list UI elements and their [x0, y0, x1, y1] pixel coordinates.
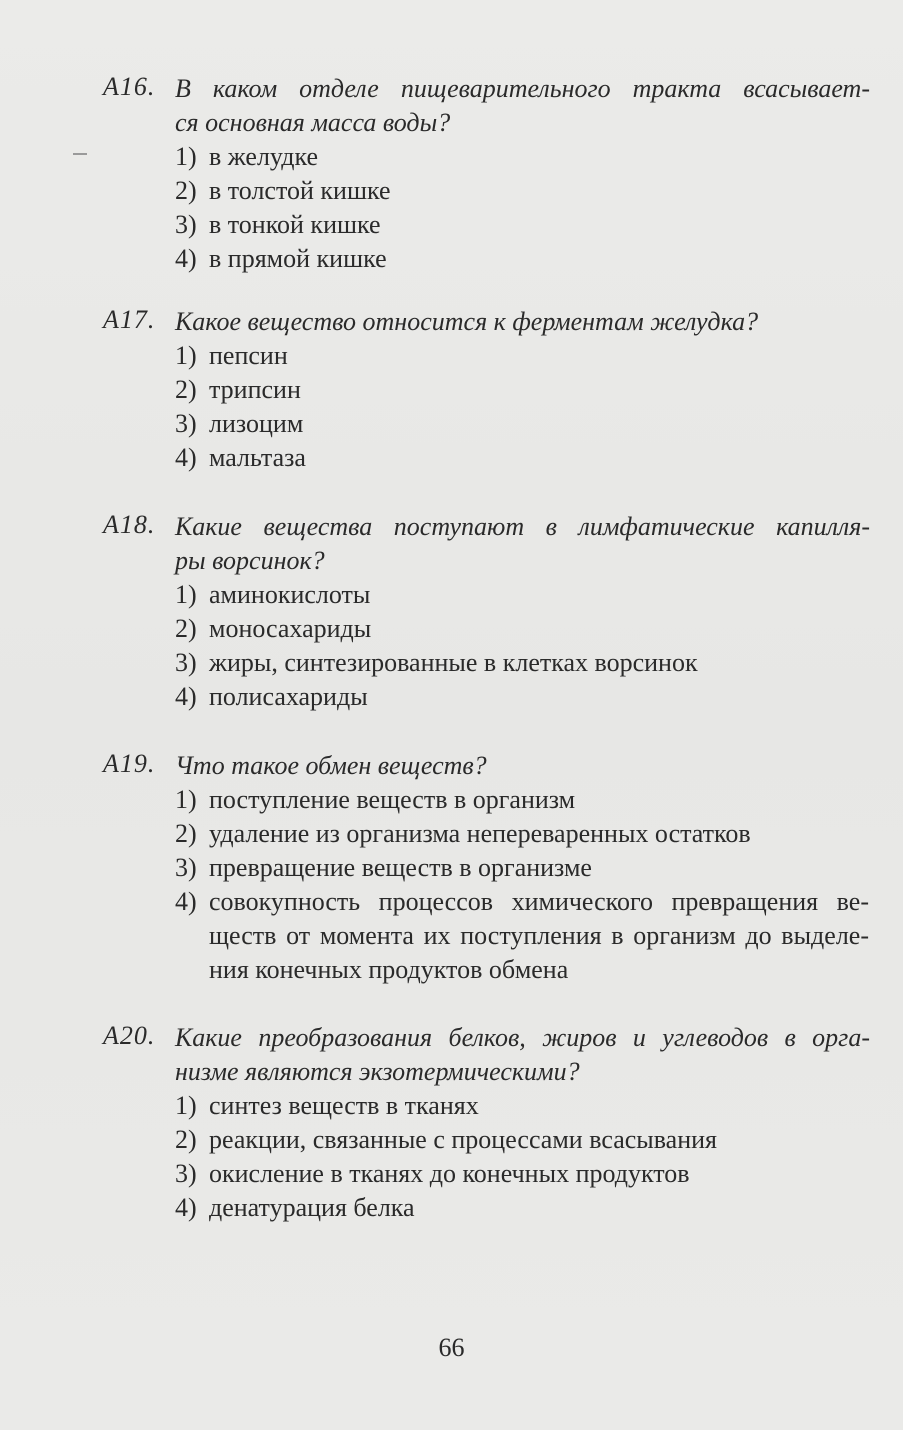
option-text-line: в желудке: [209, 142, 319, 171]
option-text: [209, 1191, 869, 1225]
option-number: 2): [175, 614, 197, 643]
option-number: 1): [175, 142, 197, 171]
option-number: 3): [175, 1159, 197, 1188]
option-number: 3): [175, 210, 197, 239]
question-text: [175, 510, 870, 578]
option-text-line: в прямой кишке: [209, 244, 387, 273]
option-text-line: мальтаза: [209, 443, 306, 472]
answer-option: [0, 174, 903, 208]
option-text-line: в тонкой кишке: [209, 210, 381, 239]
option-number: 4): [175, 1193, 197, 1222]
question-text-line: Какие вещества поступают в лимфатические капилля-: [175, 512, 870, 541]
option-text-line: совокупность процессов химического превращения ве-: [209, 887, 869, 916]
option-text: [209, 1089, 869, 1123]
option-number: 4): [175, 244, 197, 273]
option-text-line: аминокислоты: [209, 580, 371, 609]
option-text-line: жиры, синтезированные в клетках ворсинок: [209, 648, 698, 677]
option-text-line: пепсин: [209, 341, 288, 370]
option-text-line: удаление из организма непереваренных остатков: [209, 819, 751, 848]
question-text-line: ры ворсинок?: [175, 546, 325, 575]
option-text-line: ществ от момента их поступления в организм до выделе-: [209, 921, 869, 950]
option-text: [209, 646, 869, 680]
answer-option: [0, 612, 903, 646]
question-text: [175, 305, 870, 339]
option-text: [209, 441, 869, 475]
option-text: [209, 817, 869, 851]
question-text-line: Что такое обмен веществ?: [175, 751, 487, 780]
answer-option: [0, 140, 903, 174]
option-number: 1): [175, 580, 197, 609]
question-text-line: В каком отделе пищеварительного тракта всасывает-: [175, 74, 870, 103]
question-number: А20.: [103, 1021, 156, 1050]
option-text: [209, 373, 869, 407]
answer-option: [0, 680, 903, 714]
option-text: [209, 339, 869, 373]
option-number: 1): [175, 1091, 197, 1120]
option-text-line: в толстой кишке: [209, 176, 391, 205]
answer-option: [0, 242, 903, 276]
question-text-line: Какие преобразования белков, жиров и углеводов в орга-: [175, 1023, 870, 1052]
option-text: [209, 851, 869, 885]
answer-option: [0, 339, 903, 373]
question-text: [175, 1021, 870, 1089]
option-text-line: моносахариды: [209, 614, 372, 643]
option-number: 4): [175, 443, 197, 472]
option-text-line: окисление в тканях до конечных продуктов: [209, 1159, 690, 1188]
option-number: 3): [175, 853, 197, 882]
question-number: А16.: [103, 72, 156, 101]
option-text-line: ния конечных продуктов обмена: [209, 955, 569, 984]
question-number: А19.: [103, 749, 156, 778]
option-number: 2): [175, 176, 197, 205]
option-text: [209, 578, 869, 612]
option-number: 1): [175, 341, 197, 370]
question-text: [175, 72, 870, 140]
option-number: 2): [175, 1125, 197, 1154]
answer-option: [0, 817, 903, 851]
option-text-line: реакции, связанные с процессами всасывания: [209, 1125, 718, 1154]
question-text: [175, 749, 870, 783]
option-text-line: полисахариды: [209, 682, 368, 711]
option-number: 2): [175, 819, 197, 848]
answer-option: [0, 1157, 903, 1191]
option-number: 2): [175, 375, 197, 404]
option-number: 1): [175, 785, 197, 814]
option-text-line: синтез веществ в тканях: [209, 1091, 479, 1120]
answer-option: [0, 646, 903, 680]
option-text: [209, 242, 869, 276]
answer-option: [0, 1123, 903, 1157]
option-text: [209, 1123, 869, 1157]
option-text-line: поступление веществ в организм: [209, 785, 576, 814]
answer-option: [0, 851, 903, 885]
option-text: [209, 1157, 869, 1191]
option-text: [209, 140, 869, 174]
answer-option: [0, 407, 903, 441]
answer-option: [0, 1089, 903, 1123]
answer-option: [0, 208, 903, 242]
option-number: 3): [175, 648, 197, 677]
question-text-line: Какое вещество относится к ферментам желудка?: [175, 307, 759, 336]
answer-option: [0, 441, 903, 475]
option-number: 3): [175, 409, 197, 438]
answer-option: [0, 578, 903, 612]
option-text-line: денатурация белка: [209, 1193, 415, 1222]
option-text: [209, 612, 869, 646]
page-number: 66: [438, 1333, 465, 1362]
question-number: А17.: [103, 305, 156, 334]
option-text: [209, 680, 869, 714]
question-text-line: низме являются экзотермическими?: [175, 1057, 580, 1086]
answer-option: [0, 373, 903, 407]
option-text: [209, 885, 869, 987]
question-text-line: ся основная масса воды?: [175, 108, 451, 137]
option-number: 4): [175, 682, 197, 711]
answer-option: [0, 885, 903, 987]
question-number: А18.: [103, 510, 156, 539]
option-text-line: трипсин: [209, 375, 301, 404]
option-text: [209, 407, 869, 441]
option-text-line: лизоцим: [209, 409, 304, 438]
option-text: [209, 208, 869, 242]
answer-option: [0, 783, 903, 817]
option-text: [209, 783, 869, 817]
option-text: [209, 174, 869, 208]
option-text-line: превращение веществ в организме: [209, 853, 592, 882]
option-number: 4): [175, 887, 197, 916]
answer-option: [0, 1191, 903, 1225]
